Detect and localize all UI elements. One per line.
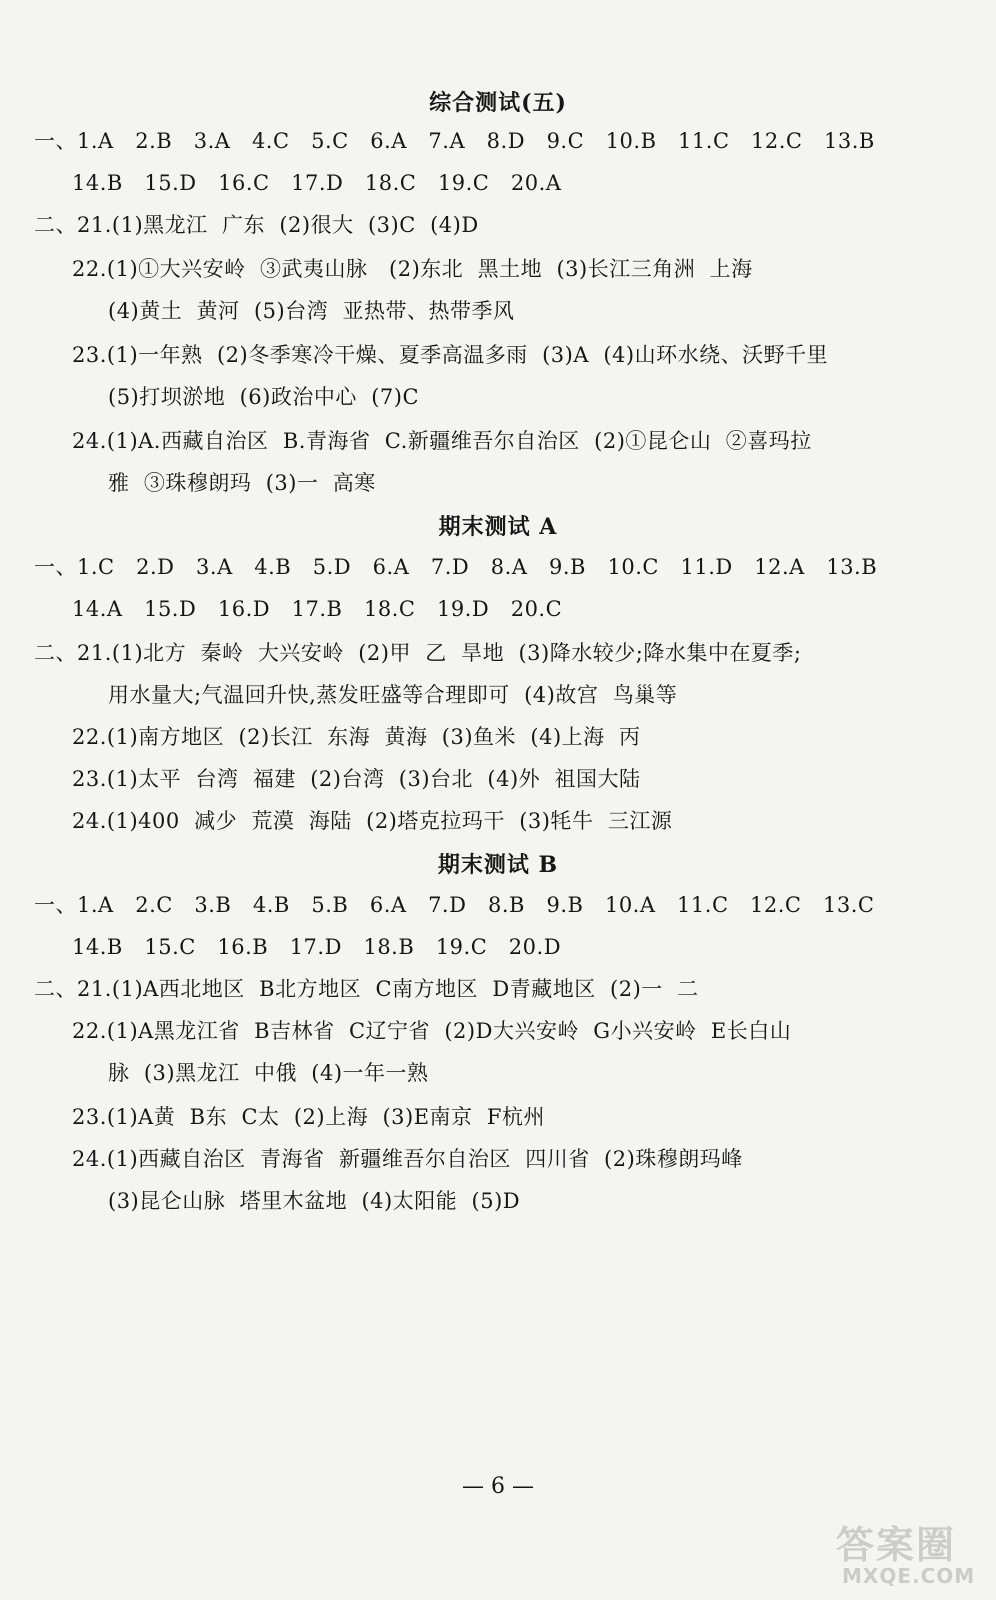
s1-line-9: 雅 ③珠穆朗玛 (3)一 高寒 (108, 471, 376, 495)
s2-line-4: 用水量大;气温回升快,蒸发旺盛等合理即可 (4)故宫 鸟巢等 (108, 683, 678, 707)
s1-line-7: (5)打坝淤地 (6)政治中心 (7)C (108, 385, 420, 409)
s3-line-2: 14.B 15.C 16.B 17.D 18.B 19.C 20.D (72, 935, 562, 959)
section-title-2: 期末测试 A (438, 514, 558, 540)
s3-line-4: 22.(1)A黑龙江省 B吉林省 C辽宁省 (2)D大兴安岭 G小兴安岭 E长白山 (72, 1019, 792, 1043)
section-title-1: 综合测试(五) (429, 90, 567, 116)
s2-line-5: 22.(1)南方地区 (2)长江 东海 黄海 (3)鱼米 (4)上海 丙 (72, 725, 641, 749)
watermark-title: 答案圈 (836, 1523, 957, 1567)
s2-line-3: 二、21.(1)北方 秦岭 大兴安岭 (2)甲 乙 旱地 (3)降水较少;降水集中在夏季; (34, 641, 802, 665)
s2-line-7: 24.(1)400 减少 荒漠 海陆 (2)塔克拉玛干 (3)牦牛 三江源 (72, 809, 673, 833)
s3-line-5: 脉 (3)黑龙江 中俄 (4)一年一熟 (108, 1061, 429, 1085)
s1-line-3: 二、21.(1)黑龙江 广东 (2)很大 (3)C (4)D (34, 213, 479, 237)
watermark-url: MXQE.COM (842, 1564, 976, 1588)
s1-line-2: 14.B 15.D 16.C 17.D 18.C 19.C 20.A (72, 171, 562, 195)
s1-line-8: 24.(1)A.西藏自治区 B.青海省 C.新疆维吾尔自治区 (2)①昆仑山 ②喜玛拉 (72, 429, 812, 453)
s2-line-1: 一、1.C 2.D 3.A 4.B 5.D 6.A 7.D 8.A 9.B 10.C 11.D 12.A 13.B (34, 555, 878, 579)
s3-line-3: 二、21.(1)A西北地区 B北方地区 C南方地区 D青藏地区 (2)一 二 (34, 977, 699, 1001)
s3-line-8: (3)昆仑山脉 塔里木盆地 (4)太阳能 (5)D (108, 1189, 521, 1213)
s1-line-6: 23.(1)一年熟 (2)冬季寒冷干燥、夏季高温多雨 (3)A (4)山环水绕、沃野千里 (72, 343, 829, 367)
s1-line-4: 22.(1)①大兴安岭 ③武夷山脉 (2)东北 黑土地 (3)长江三角洲 上海 (72, 257, 753, 281)
watermark-logo (832, 1514, 982, 1592)
s3-line-6: 23.(1)A黄 B东 C太 (2)上海 (3)E南京 F杭州 (72, 1105, 545, 1129)
s1-line-5: (4)黄土 黄河 (5)台湾 亚热带、热带季风 (108, 299, 515, 323)
s2-line-6: 23.(1)太平 台湾 福建 (2)台湾 (3)台北 (4)外 祖国大陆 (72, 767, 641, 791)
section-title-3: 期末测试 B (437, 852, 559, 878)
s1-line-1: 一、1.A 2.B 3.A 4.C 5.C 6.A 7.A 8.D 9.C 10.B 11.C 12.C 13.B (34, 129, 875, 153)
s2-line-2: 14.A 15.D 16.D 17.B 18.C 19.D 20.C (72, 597, 563, 621)
page-number: — 6 — (462, 1474, 534, 1499)
s3-line-1: 一、1.A 2.C 3.B 4.B 5.B 6.A 7.D 8.B 9.B 10.A 11.C 12.C 13.C (34, 893, 875, 917)
s3-line-7: 24.(1)西藏自治区 青海省 新疆维吾尔自治区 四川省 (2)珠穆朗玛峰 (72, 1147, 743, 1171)
